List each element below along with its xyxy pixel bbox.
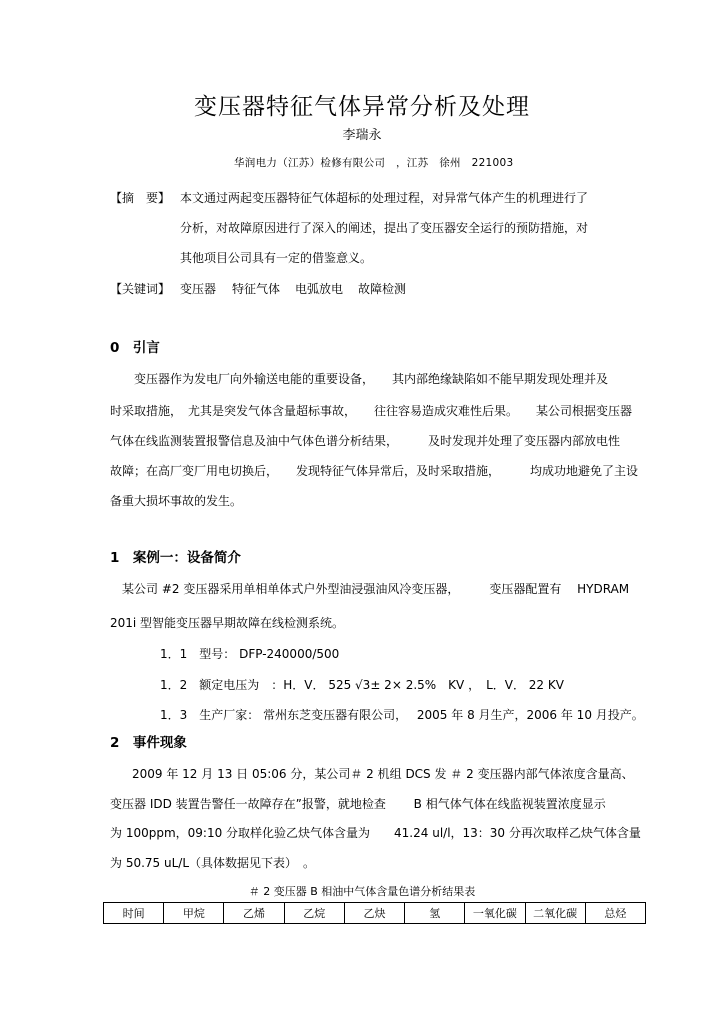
paragraph-line: 201i 型智能变压器早期故障在线检测系统。 xyxy=(110,616,345,630)
section-heading: 0 引言 xyxy=(110,340,160,356)
table-header-cell: 氢 xyxy=(405,903,465,924)
table-header-row xyxy=(104,903,646,924)
document-title: 变压器特征气体异常分析及处理 xyxy=(194,94,530,120)
paragraph-line: 2009 年 12 月 13 日 05:06 分，某公司＃ 2 机组 DCS 发 ＃ 2 变压器内部气体浓度含量高、 xyxy=(132,767,634,781)
abstract-line: 其他项目公司具有一定的借鉴意义。 xyxy=(180,251,373,265)
abstract-line: 分析，对故障原因进行了深入的阐述，提出了变压器安全运行的预防措施，对 xyxy=(180,221,589,235)
paragraph-line: 时采取措施， 尤其是突发气体含量超标事故， 往往容易造成灾难性后果。 某公司根据变压器 xyxy=(110,404,633,418)
table-caption: ＃ 2 变压器 B 相油中气体含量色谱分析结果表 xyxy=(248,885,476,898)
paragraph-line: 为 100ppm，09:10 分取样化验乙炔气体含量为 41.24 ul/l，13：30 分再次取样乙炔气体含量 xyxy=(110,826,641,840)
table-header-cell: 二氧化碳 xyxy=(525,903,585,924)
paragraph-line: 为 50.75 uL/L（具体数据见下表） 。 xyxy=(110,856,316,870)
paragraph-line: 变压器 IDD 装置告警任一故障存在”报警，就地检查 B 相气体气体在线监视装置浓度显示 xyxy=(110,797,606,811)
keyword: 变压器 xyxy=(180,282,217,296)
abstract-line: 本文通过两起变压器特征气体超标的处理过程，对异常气体产生的机理进行了 xyxy=(180,191,589,205)
results-table xyxy=(103,902,646,924)
keyword: 故障检测 xyxy=(358,282,407,296)
abstract-label: 【摘 要】 xyxy=(110,191,171,205)
table-header-cell: 总烃 xyxy=(585,903,645,924)
keyword: 电弧放电 xyxy=(295,282,344,296)
section-heading: 1 案例一：设备简介 xyxy=(110,550,241,566)
keyword: 特征气体 xyxy=(232,282,281,296)
paragraph-line: 故障；在高厂变厂用电切换后， 发现特征气体异常后，及时采取措施， 均成功地避免了主设 xyxy=(110,464,639,478)
spec-item: 1．2 额定电压为 ：H．V． 525 √3± 2× 2.5% KV ， L．V． 22 KV xyxy=(160,678,564,692)
paragraph-line: 变压器作为发电厂向外输送电能的重要设备， 其内部绝缘缺陷如不能早期发现处理并及 xyxy=(134,372,609,386)
author-name: 李瑞永 xyxy=(342,128,382,143)
table-header-cell: 时间 xyxy=(104,903,164,924)
table-header-cell: 乙炔 xyxy=(344,903,404,924)
table-header-cell: 甲烷 xyxy=(164,903,224,924)
paragraph-line: 备重大损坏事故的发生。 xyxy=(110,494,243,508)
table-header-cell: 乙烯 xyxy=(224,903,284,924)
spec-item: 1．1 型号： DFP-240000/500 xyxy=(160,647,340,661)
section-heading: 2 事件现象 xyxy=(110,735,187,751)
table-header-cell: 一氧化碳 xyxy=(465,903,525,924)
keywords-label: 【关键词】 xyxy=(110,282,171,296)
paragraph-line: 某公司 #2 变压器采用单相单体式户外型油浸强油风冷变压器， 变压器配置有 HYDRAM xyxy=(122,582,630,596)
paragraph-line: 气体在线监测装置报警信息及油中气体色谱分析结果， 及时发现并处理了变压器内部放电性 xyxy=(110,434,621,448)
affiliation: 华润电力（江苏）检修有限公司 ，江苏 徐州 221003 xyxy=(234,157,514,169)
table-header-cell: 乙烷 xyxy=(284,903,344,924)
spec-item: 1．3 生产厂家： 常州东芝变压器有限公司， 2005 年 8 月生产，2006 年 10 月投产。 xyxy=(160,708,644,722)
